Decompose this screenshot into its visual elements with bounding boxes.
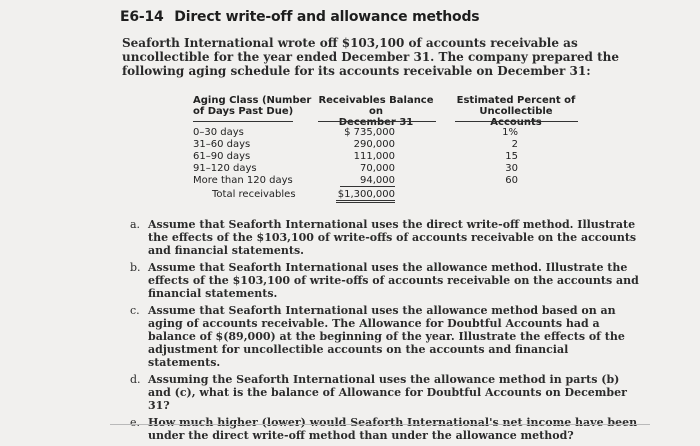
row-percent: 1%	[502, 127, 518, 138]
col-header-balance-line1: Receivables Balance on	[318, 95, 434, 117]
row-balance: 111,000	[353, 151, 395, 162]
row-percent: 60	[505, 175, 518, 186]
question-text: Assume that Seaforth International uses the allowance method. Illustrate the effects of the $103,100 of write-offs of accounts receivable on the accounts and financial statements.	[148, 261, 639, 300]
total-value: $1,300,000	[336, 189, 395, 203]
row-balance: 290,000	[353, 139, 395, 150]
col-header-aging-class	[193, 95, 311, 117]
row-balance: 70,000	[360, 163, 395, 174]
total-label: Total receivables	[212, 189, 296, 200]
page-divider	[110, 424, 650, 425]
header-underline-1	[193, 121, 293, 122]
question-text: How much higher (lower) would Seaforth International's net income have been under the direct write-off method than under the allowance method?	[148, 416, 638, 442]
exercise-title-text: Direct write-off and allowance methods	[174, 9, 480, 25]
row-percent: 2	[511, 139, 518, 150]
question-text: Assume that Seaforth International uses the allowance method based on an aging of accounts receivable. The Allowance for Doubtful Accounts had a balance of $(89,000) at the beginning of the year. Illustrate the effects of the adjustment for uncollectible accounts on the accounts and financial statements.	[148, 304, 625, 369]
row-class: More than 120 days	[193, 175, 293, 186]
col-header-percent-line1: Estimated Percent of	[456, 95, 576, 106]
question-item	[130, 373, 640, 412]
question-letter: c.	[130, 304, 140, 317]
row-balance: 94,000	[340, 175, 395, 187]
question-text: Assume that Seaforth International uses the direct write-off method. Illustrate the effects of the $103,100 of write-offs of accounts receivable on the accounts and financial statements.	[148, 218, 637, 257]
exercise-number: E6-14	[120, 9, 164, 25]
row-class: 91–120 days	[193, 163, 257, 174]
question-item	[130, 304, 640, 369]
question-item	[130, 261, 640, 300]
question-text: Assuming the Seaforth International uses the allowance method in parts (b) and (c), what is the balance of Allowance for Doubtful Accounts on December 31?	[148, 373, 627, 412]
row-class: 61–90 days	[193, 151, 251, 162]
header-underline-3	[455, 121, 578, 122]
col-header-balance-line2: December 31	[338, 117, 414, 128]
col-header-percent-line2: Uncollectible Accounts	[479, 106, 553, 128]
row-class: 31–60 days	[193, 139, 251, 150]
question-letter: b.	[130, 261, 141, 274]
col-header-aging-class-line2: of Days Past Due)	[193, 106, 294, 117]
row-balance: $ 735,000	[344, 127, 395, 138]
row-percent: 30	[505, 163, 518, 174]
col-header-receivables-balance	[316, 95, 436, 128]
question-letter: e.	[130, 416, 141, 429]
question-letter: d.	[130, 373, 141, 386]
question-list	[130, 218, 640, 446]
exercise-intro: Seaforth International wrote off $103,100 of accounts receivable as uncollectible for the year ended December 31. The company prepared the following aging schedule for its accounts receivable on December 31:	[122, 36, 619, 78]
col-header-aging-class-line1: Aging Class (Number	[193, 95, 312, 106]
col-header-estimated-percent	[455, 95, 577, 128]
header-underline-2	[318, 121, 436, 122]
question-item	[130, 218, 640, 257]
question-letter: a.	[130, 218, 141, 231]
row-class: 0–30 days	[193, 127, 244, 138]
question-item	[130, 416, 640, 442]
row-percent: 15	[505, 151, 518, 162]
